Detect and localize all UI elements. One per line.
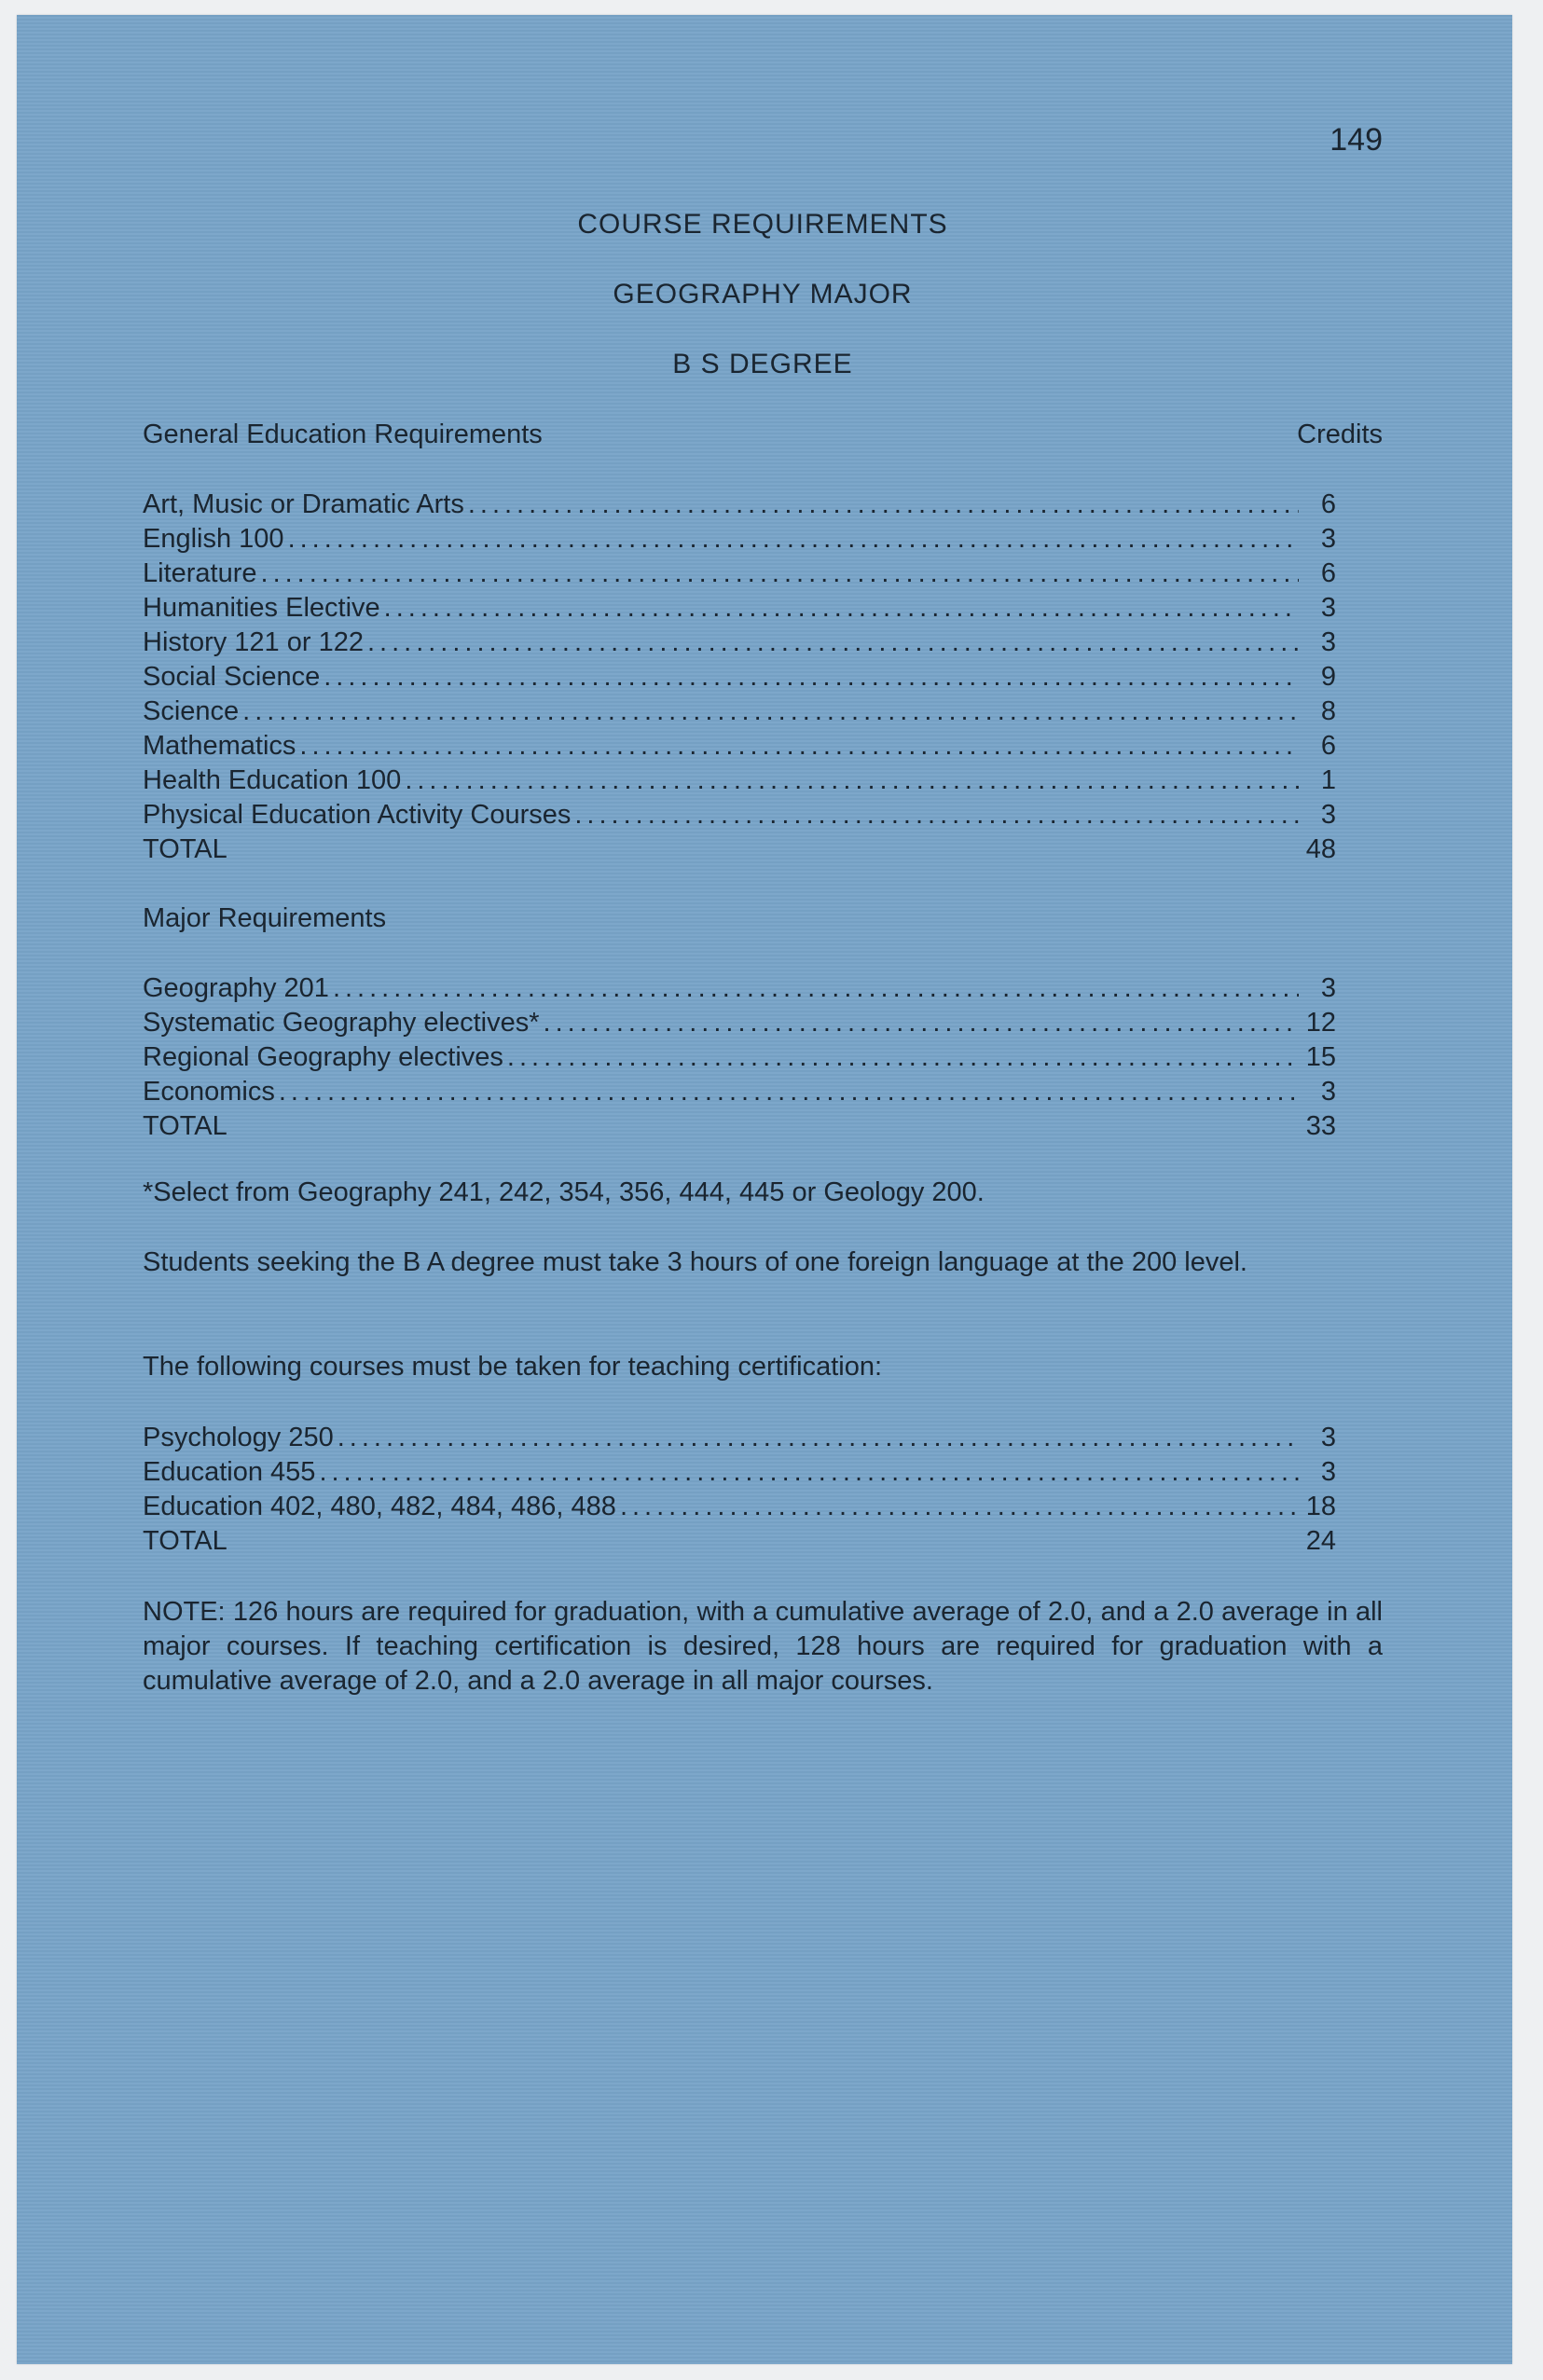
course-name: Humanities Elective — [143, 593, 380, 623]
course-credits: 3 — [1320, 593, 1336, 623]
total-value: 24 — [1305, 1526, 1336, 1556]
general-education-header — [143, 418, 1383, 452]
course-credits: 3 — [1320, 1077, 1336, 1107]
dot-leader — [507, 1040, 1299, 1075]
course-credits: 3 — [1320, 1457, 1336, 1487]
course-row — [143, 626, 1336, 660]
course-name: English 100 — [143, 524, 284, 554]
course-credits: 3 — [1320, 1423, 1336, 1452]
course-name: Systematic Geography electives* — [143, 1008, 540, 1038]
course-row — [143, 695, 1336, 729]
course-name: Social Science — [143, 662, 321, 692]
dot-leader — [384, 591, 1299, 626]
dot-leader — [242, 695, 1299, 729]
dot-leader — [279, 1075, 1299, 1109]
dot-leader — [288, 522, 1299, 557]
dot-leader — [299, 729, 1299, 764]
dot-leader — [468, 488, 1299, 522]
general-education-heading: General Education Requirements — [143, 420, 543, 449]
course-credits: 3 — [1320, 524, 1336, 554]
dot-leader — [338, 1421, 1299, 1455]
course-name: Education 402, 480, 482, 484, 486, 488 — [143, 1492, 616, 1521]
course-row — [143, 1490, 1336, 1524]
dot-leader — [261, 557, 1299, 591]
document-page — [17, 15, 1512, 2364]
elective-footnote: *Select from Geography 241, 242, 354, 356, 444, 445 or Geology 200. — [143, 1177, 985, 1207]
course-name: Literature — [143, 558, 257, 588]
total-label: TOTAL — [143, 834, 227, 864]
course-row — [143, 1075, 1336, 1109]
course-row — [143, 488, 1336, 522]
course-row — [143, 660, 1336, 695]
dot-leader — [574, 798, 1299, 832]
course-row — [143, 1006, 1336, 1040]
course-name: Psychology 250 — [143, 1423, 334, 1452]
general-education-list — [143, 488, 1336, 867]
major-requirements-list — [143, 971, 1336, 1144]
graduation-note: NOTE: 126 hours are required for graduation, with a cumulative average of 2.0, and a 2.0 average in all major courses. If teaching certification is desired, 128 hours are required for graduation with a cumulative average of 2.0, and a 2.0 average in all major courses. — [143, 1597, 1383, 1696]
course-credits: 12 — [1305, 1008, 1336, 1038]
course-credits: 1 — [1320, 765, 1336, 795]
course-name: Art, Music or Dramatic Arts — [143, 489, 464, 519]
dot-leader — [367, 626, 1299, 660]
course-name: Regional Geography electives — [143, 1042, 503, 1072]
dot-leader — [333, 971, 1299, 1006]
page-number: 149 — [1329, 122, 1383, 158]
course-row — [143, 557, 1336, 591]
title-course-requirements: COURSE REQUIREMENTS — [577, 209, 948, 240]
course-row — [143, 971, 1336, 1006]
total-row — [143, 832, 1336, 867]
total-row — [143, 1109, 1336, 1144]
course-credits: 8 — [1320, 696, 1336, 726]
course-row — [143, 1455, 1336, 1490]
course-name: Education 455 — [143, 1457, 316, 1487]
total-label: TOTAL — [143, 1526, 227, 1556]
teaching-certification-heading: The following courses must be taken for teaching certification: — [143, 1352, 883, 1382]
course-row — [143, 591, 1336, 626]
course-row — [143, 764, 1336, 798]
course-credits: 6 — [1320, 489, 1336, 519]
course-credits: 3 — [1320, 800, 1336, 830]
course-row — [143, 798, 1336, 832]
dot-leader — [544, 1006, 1299, 1040]
teaching-certification-list — [143, 1421, 1336, 1559]
total-value: 48 — [1305, 834, 1336, 864]
course-name: History 121 or 122 — [143, 627, 364, 657]
course-credits: 18 — [1305, 1492, 1336, 1521]
course-row — [143, 1421, 1336, 1455]
course-name: Health Education 100 — [143, 765, 402, 795]
course-name: Geography 201 — [143, 973, 329, 1003]
course-credits: 3 — [1320, 627, 1336, 657]
course-credits: 6 — [1320, 558, 1336, 588]
course-credits: 6 — [1320, 731, 1336, 761]
course-row — [143, 522, 1336, 557]
ba-degree-note: Students seeking the B A degree must take 3 hours of one foreign language at the 200 level. — [143, 1247, 1247, 1277]
course-credits: 9 — [1320, 662, 1336, 692]
total-label: TOTAL — [143, 1111, 227, 1141]
course-credits: 15 — [1305, 1042, 1336, 1072]
course-name: Physical Education Activity Courses — [143, 800, 572, 830]
dot-leader — [319, 1455, 1299, 1490]
course-name: Science — [143, 696, 240, 726]
course-row — [143, 1040, 1336, 1075]
course-row — [143, 729, 1336, 764]
major-requirements-heading: Major Requirements — [143, 903, 387, 933]
dot-leader — [620, 1490, 1299, 1524]
dot-leader — [324, 660, 1299, 695]
title-geography-major: GEOGRAPHY MAJOR — [613, 279, 913, 310]
course-credits: 3 — [1320, 973, 1336, 1003]
title-bs-degree: B S DEGREE — [672, 349, 853, 379]
credits-column-label: Credits — [1297, 420, 1383, 449]
total-value: 33 — [1305, 1111, 1336, 1141]
dot-leader — [405, 764, 1299, 798]
course-name: Mathematics — [143, 731, 296, 761]
total-row — [143, 1524, 1336, 1559]
course-name: Economics — [143, 1077, 275, 1107]
